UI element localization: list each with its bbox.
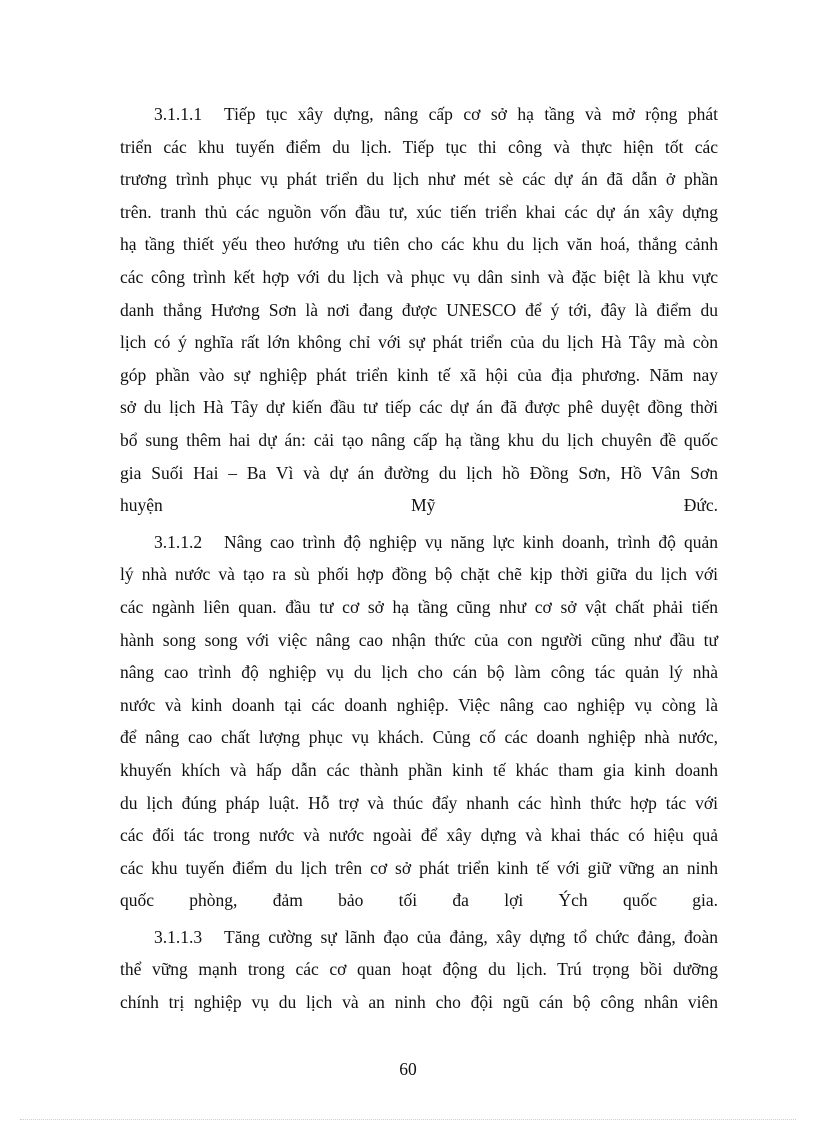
paragraph-line: khuyến khích và hấp dẫn các thành phần kinh tế khác tham gia kinh doanh (120, 759, 718, 780)
section-number: 3.1.1.1 (154, 104, 203, 124)
paragraph-line: các đối tác trong nước và nước ngoài để xây dựng và khai thác có hiệu quả (120, 825, 718, 846)
paragraph-line: thể vững mạnh trong các cơ quan hoạt động du lịch. Trú trọng bồi dưỡng (120, 959, 718, 980)
paragraph-line: chính trị nghiệp vụ du lịch và an ninh cho đội ngũ cán bộ công nhân viên (120, 992, 718, 1013)
paragraph-line: danh thắng Hương Sơn là nơi đang được UNESCO để ý tới, đây là điểm du (120, 299, 718, 320)
paragraph-line: trương trình phục vụ phát triển du lịch như mét sè các dự án đã dẫn ở phần (120, 169, 718, 190)
paragraph-line: hạ tầng thiết yếu theo hướng ưu tiên cho các khu du lịch văn hoá, thắng cảnh (120, 234, 718, 255)
paragraph-line: triển các khu tuyến điểm du lịch. Tiếp tục thi công và thực hiện tốt các (120, 136, 718, 157)
page-bottom-divider (20, 1119, 796, 1120)
paragraph-text: Tăng cường sự lãnh đạo của đảng, xây dựng tổ chức đảng, đoàn (224, 926, 718, 947)
paragraph-line: trên. tranh thủ các nguồn vốn đầu tư, xúc tiến triển khai các dự án xây dựng (120, 201, 718, 222)
paragraph-first-line (120, 921, 718, 953)
paragraph-line: góp phần vào sự nghiệp phát triển kinh tế xã hội của địa phương. Năm nay (120, 364, 718, 385)
section-number: 3.1.1.3 (154, 926, 203, 947)
paragraph-line: nước và kinh doanh tại các doanh nghiệp. Việc nâng cao nghiệp vụ còng là (120, 694, 718, 715)
paragraph-line: sở du lịch Hà Tây dự kiến đầu tư tiếp các dự án đã được phê duyệt đồng thời (120, 397, 718, 418)
paragraph-line: hành song song với việc nâng cao nhận thức của con người cũng như đầu tư (120, 629, 718, 650)
paragraph-line: các khu tuyến điểm du lịch trên cơ sở phát triển kinh tế với giữ vững an ninh (120, 857, 718, 878)
section-number: 3.1.1.2 (154, 531, 203, 552)
paragraph-line: quốc phòng, đảm bảo tối đa lợi Ých quốc gia. (120, 890, 718, 911)
page-number: 60 (399, 1059, 417, 1079)
paragraph-line: gia Suối Hai – Ba Vì và dự án đường du lịch hồ Đồng Sơn, Hồ Vân Sơn (120, 462, 718, 483)
paragraph-line: lịch có ý nghĩa rất lớn không chỉ với sự phát triển của du lịch Hà Tây mà còn (120, 332, 718, 353)
paragraph-line: huyện Mỹ Đức. (120, 495, 718, 516)
paragraph-first-line (120, 526, 718, 558)
paragraph-line: du lịch đúng pháp luật. Hỗ trợ và thúc đẩy nhanh các hình thức hợp tác với (120, 792, 718, 813)
paragraph-line: để nâng cao chất lượng phục vụ khách. Củng cố các doanh nghiệp nhà nước, (120, 727, 718, 748)
paragraph-line: các ngành liên quan. đầu tư cơ sở hạ tầng cũng như cơ sở vật chất phải tiến (120, 596, 718, 617)
paragraph-line: bổ sung thêm hai dự án: cải tạo nâng cấp hạ tầng khu du lịch chuyên đề quốc (120, 430, 718, 450)
paragraph-line: nâng cao trình độ nghiệp vụ du lịch cho cán bộ làm công tác quản lý nhà (120, 662, 718, 683)
paragraph-line: lý nhà nước và tạo ra sù phối hợp đồng bộ chặt chẽ kịp thời giữa du lịch với (120, 564, 718, 585)
paragraph-text: Tiếp tục xây dựng, nâng cấp cơ sở hạ tầng và mở rộng phát (224, 104, 718, 124)
paragraph-text: Nâng cao trình độ nghiệp vụ năng lực kinh doanh, trình độ quản (224, 531, 718, 552)
paragraph-first-line (120, 98, 718, 130)
paragraph-line: các công trình kết hợp với du lịch và phục vụ dân sinh và đặc biệt là khu vực (120, 267, 718, 287)
